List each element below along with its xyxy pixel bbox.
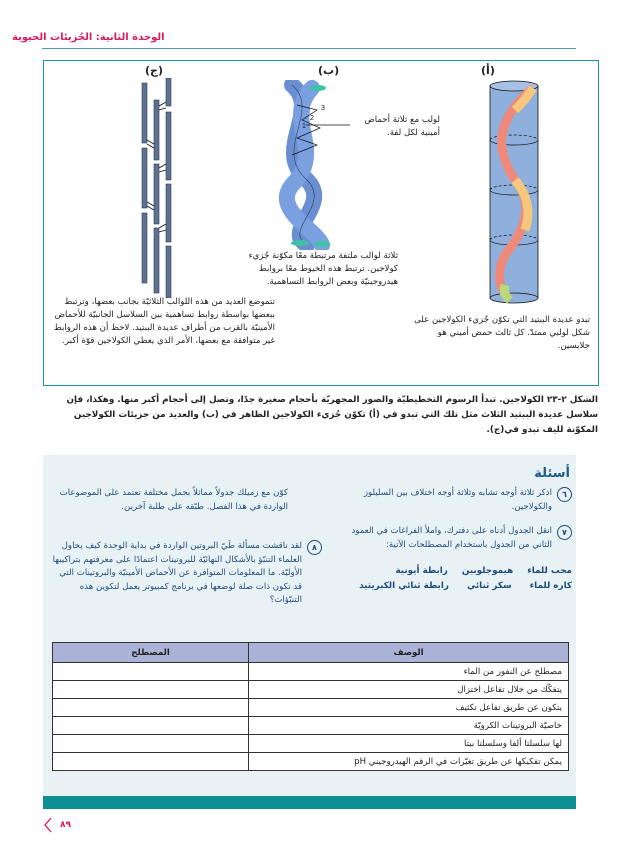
panel-b-description: ثلاثة لوالب ملتفة مرتبطة معًا مكوّنة جُزيء كولاجين. ترتبط هذه الخيوط معًا بروابط هيدروجينيّة وبعض الروابط التساهمية. xyxy=(248,251,398,287)
polypeptide-helix-illustration xyxy=(485,80,545,305)
question-number: ٧ xyxy=(557,525,572,540)
questions-heading: أسئلة xyxy=(534,466,570,481)
term: محب للماء xyxy=(527,566,572,576)
table-row xyxy=(53,663,569,681)
figure-caption: الشكل ٢-٢٣ الكولاجين. تبدأ الرسوم التخطيطيّة والصور المجهريّة بأحجام صغيرة جدًا، وتصل إلى أحجام أكبر منها. وهكذا، فإن سلاسل عديدة الببتيد الثلاث مثل تلك التي تبدو في (أ) تكوّن جُزيء الكولاجين الظاهر في (ب) والعديد من جزيئات الكولاجين المكوّنة لليف تبدو في(ج). xyxy=(66,395,598,435)
term: رابطة ثنائي الكبريتيد xyxy=(359,581,449,591)
question-text: انقل الجدول أدناه على دفترك، واملأ الفراغات في العمود الثاني من الجدول باستخدام المصطلحات الآتية: xyxy=(351,526,552,550)
term-cell[interactable] xyxy=(53,717,249,735)
question-number: ٨ xyxy=(307,540,322,555)
panel-label-a: (أ) xyxy=(481,64,495,77)
description-cell: يمكن تفكيكها عن طريق تغيّرات في الرقم الهيدروجيني pH xyxy=(249,753,569,771)
term-cell[interactable] xyxy=(53,663,249,681)
question-text: لقد ناقشت مسألة طَيّ البروتين الواردة في بداية الوحدة كيف يحاول العلماء التنبّؤ بالأشكال النهائيّة للبروتينات اعتمادًا على معرفتهم بتراكيبها الأوليّة. ما المعلومات المتوافرة عن الأحماض الأمينيّة والبروتينات التي قد تكون ذات صلة لوضعها في برنامج كمبيوتر يعمل لتكوين هذه التنبّؤات؟ xyxy=(52,541,302,605)
term-cell[interactable] xyxy=(53,753,249,771)
helix-number-3: 3 xyxy=(321,105,325,112)
question-6 xyxy=(330,487,572,514)
term-cell[interactable] xyxy=(53,681,249,699)
description-cell: يتفكّك من خلال تفاعل اختزال xyxy=(249,681,569,699)
term-cell[interactable] xyxy=(53,699,249,717)
header-divider xyxy=(42,48,576,49)
description-cell: مصطلح عن النفور من الماء xyxy=(249,663,569,681)
question-8 xyxy=(52,540,322,608)
term: سكر ثنائي xyxy=(466,581,512,591)
terms-row-1 xyxy=(330,564,572,579)
panel-label-c: (ج) xyxy=(145,64,163,77)
table-row xyxy=(53,753,569,771)
helix-number-1: 1 xyxy=(302,123,306,130)
table-row xyxy=(53,699,569,717)
description-cell: خاصيّة البروتينات الكرويّة xyxy=(249,717,569,735)
column-header-term: المصطلح xyxy=(53,643,249,663)
pair-task: كوّن مع زميلك جدولاً مماثلاً بجمل مختلفة تعتمد على الموضوعات الواردة في هذا الفصل. طبّقه على طلبة آخرين. xyxy=(59,488,288,512)
terms-list xyxy=(330,564,572,594)
panel-label-b: (ب) xyxy=(318,64,340,77)
description-cell: يتكون عن طريق تفاعل تكثيف xyxy=(249,699,569,717)
footer-bar xyxy=(43,796,576,809)
description-cell: لها سلسلتا ألفا وسلسلتا بيتا xyxy=(249,735,569,753)
table-row xyxy=(53,717,569,735)
unit-title: الوحدة الثانية: الجُزيئات الحيوية xyxy=(12,32,165,43)
chevron-left-icon[interactable] xyxy=(42,817,54,833)
helix-annotation: لولب مع ثلاثة أحماض أمينية لكل لفة. xyxy=(364,115,440,138)
helix-number-2: 2 xyxy=(310,115,314,122)
table-row xyxy=(53,735,569,753)
panel-a-description: تبدو عديدة الببتيد التي تكوّن جُزيء الكولاجين على شكل لولبي ممتدّ. كل ثالث حمض أميني هو جلايسين. xyxy=(414,315,590,351)
question-text: اذكر ثلاثة أوجه تشابه وثلاثة أوجه اختلاف بين السليلوز والكولاجين. xyxy=(363,488,552,512)
question-number: ٦ xyxy=(557,487,572,502)
terms-table xyxy=(52,642,569,771)
table-header-row xyxy=(53,643,569,663)
term: رابطة أيونية xyxy=(395,566,448,576)
collagen-fibril-illustration xyxy=(130,78,210,298)
triple-helix-illustration xyxy=(262,80,352,250)
terms-row-2 xyxy=(330,579,572,594)
term-cell[interactable] xyxy=(53,735,249,753)
term: كاره للماء xyxy=(529,581,572,591)
term: هيموجلوبين xyxy=(461,566,514,576)
panel-c-description: تتموضع العديد من هذه اللوالب الثلاثيّة بجانب بعضها، وترتبط ببعضها بواسطة روابط تساهمية بين السلاسل الجانبيّة للأحماض الأمينيّة بالقرب من أطراف عديدة الببتيد. لاحظ أن هذه الروابط غير متوافقة مع بعضها، الأمر الذي يعطي الكولاجين قوّة أكبر. xyxy=(53,297,275,346)
question-7 xyxy=(330,525,572,552)
column-header-description: الوصف xyxy=(249,643,569,663)
table-row xyxy=(53,681,569,699)
page-number: ٨٩ xyxy=(60,820,71,830)
